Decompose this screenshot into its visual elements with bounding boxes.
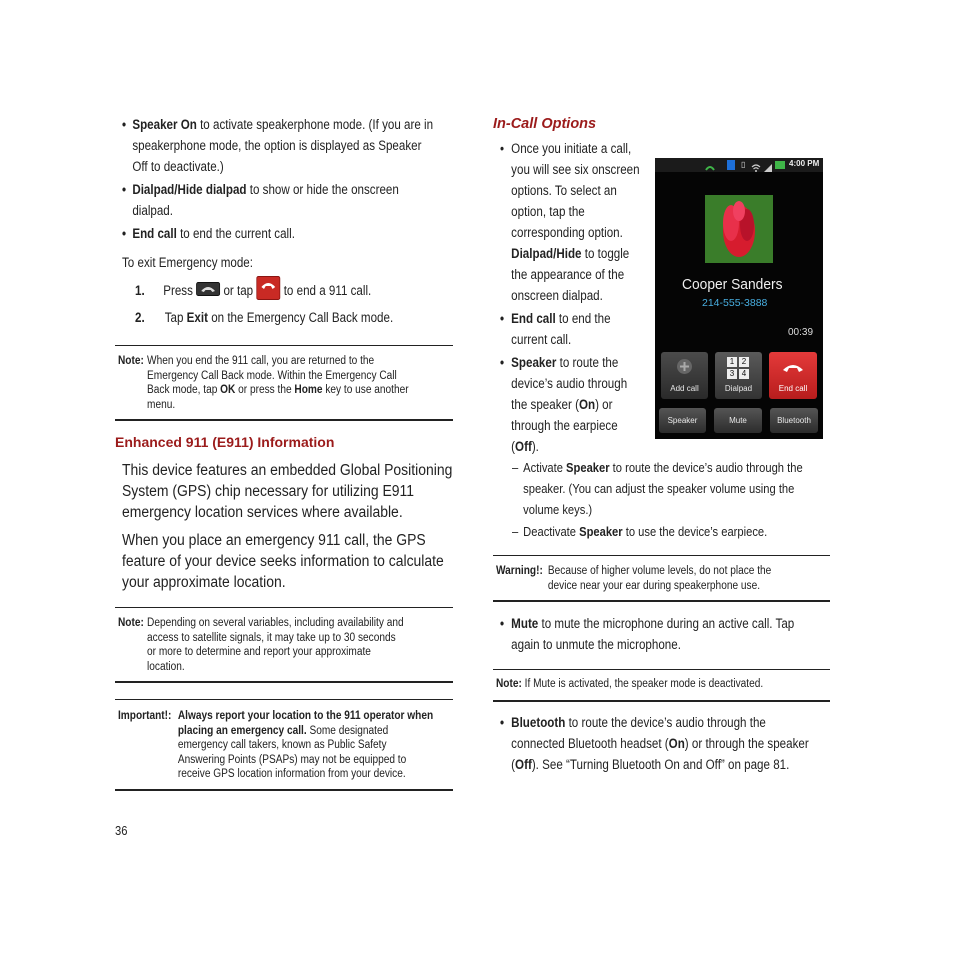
divider: [493, 700, 830, 702]
note-gps-time: Note: Depending on several variables, including availability and access to satellite signals, it may take up to 30 seconds or more to determine and report your approximate location.: [118, 617, 404, 673]
divider: [493, 555, 830, 556]
divider: [115, 681, 453, 683]
bullet-dialpad-hide: • Dialpad/Hide dialpad to show or hide the onscreen dialpad.: [122, 182, 399, 218]
in-call-options-heading: In-Call Options: [493, 116, 597, 132]
vibrate-icon: ▯: [741, 160, 746, 169]
e911-heading: Enhanced 911 (E911) Information: [115, 434, 335, 450]
end-call-button[interactable]: End call: [769, 352, 817, 399]
contact-photo: [705, 195, 773, 263]
divider: [115, 607, 453, 608]
signal-icon: [763, 160, 773, 178]
bullet-speaker: • Speaker to route the device’s audio through the speaker (On) or through the earpiece (Off).: [500, 355, 628, 454]
warning-volume: Warning!: Because of higher volume levels, do not place the device near your ear during speakerphone use.: [496, 565, 772, 592]
e911-paragraph-2: When you place an emergency 911 call, the GPS feature of your device seeks information to calculate your approximate location.: [122, 532, 444, 591]
sub-activate-speaker: – Activate Speaker to route the device’s audio through the speaker. (You can adjust the speaker volume using the volume keys.): [512, 460, 803, 517]
divider: [115, 345, 453, 346]
divider: [115, 419, 453, 421]
bluetooth-toggle[interactable]: Bluetooth: [770, 408, 818, 433]
bullet-initiate-call: • Once you initiate a call, you will see six onscreen options. To select an option, tap the corresponding option. Dialpad/Hide to toggle the appearance of the onscreen dialpad.: [500, 141, 640, 303]
bullet-speaker-on: • Speaker On to activate speakerphone mode. (If you are in speakerphone mode, the option is displayed as Speaker Off to deactivate.): [122, 117, 434, 174]
bullet-end-call: • End call to end the current call.: [122, 226, 295, 241]
call-status-icon: [705, 160, 715, 178]
speaker-toggle[interactable]: Speaker: [659, 408, 706, 433]
dialpad-button[interactable]: 1 2 3 4 Dialpad: [715, 352, 762, 399]
divider: [493, 600, 830, 602]
hang-up-icon: [781, 360, 805, 374]
bluetooth-icon: [727, 160, 735, 170]
add-call-icon: [676, 358, 693, 375]
send-key-icon: [196, 281, 220, 303]
status-bar: [655, 158, 823, 172]
divider: [115, 789, 453, 791]
caller-name: Cooper Sanders: [682, 276, 783, 293]
battery-icon: [775, 161, 785, 169]
clock: 4:00 PM: [789, 159, 820, 168]
note-mute: Note: If Mute is activated, the speaker mode is deactivated.: [496, 678, 764, 690]
divider: [115, 699, 453, 700]
note-emergency-callback: Note: When you end the 911 call, you are returned to the Emergency Call Back mode. Within the Emergency Call Back mode, tap OK or press the Home key to use another menu.: [118, 355, 409, 411]
sub-deactivate-speaker: – Deactivate Speaker to use the device’s earpiece.: [512, 524, 768, 539]
call-duration: 00:39: [788, 327, 814, 338]
dialpad-icon: 1 2 3 4: [727, 357, 750, 380]
step-2: 2. Tap Exit on the Emergency Call Back mode.: [135, 310, 394, 325]
bullet-bluetooth: • Bluetooth to route the device’s audio through the connected Bluetooth headset (On) or through the speaker (Off). See “Turning Bluetooth On and Off” on page 81.: [500, 715, 809, 772]
end-call-icon: End call: [256, 276, 280, 307]
important-report-location: Important!: Always report your location to the 911 operator when placing an emergency call. Some designated emergency call takers, known as Public Safety Answering Points (PSAPs) may not be equipped to receive GPS location information from your device.: [118, 710, 434, 780]
exit-intro: To exit Emergency mode:: [122, 255, 254, 270]
caller-number: 214-555-3888: [702, 297, 768, 309]
step-1: 1. Press or tap End call to end a 911 call.: [135, 276, 371, 307]
bullet-mute: • Mute to mute the microphone during an active call. Tap again to unmute the microphone.: [500, 616, 795, 652]
add-call-button[interactable]: Add call: [661, 352, 708, 399]
bullet-end-call-right: • End call to end the current call.: [500, 311, 611, 347]
divider: [493, 669, 830, 670]
mute-toggle[interactable]: Mute: [714, 408, 762, 433]
wifi-icon: [751, 160, 761, 178]
in-call-screen: [655, 158, 823, 439]
page-number: 36: [115, 823, 128, 838]
e911-paragraph-1: This device features an embedded Global Positioning System (GPS) chip necessary for utilizing E911 emergency location services where available.: [122, 462, 453, 521]
